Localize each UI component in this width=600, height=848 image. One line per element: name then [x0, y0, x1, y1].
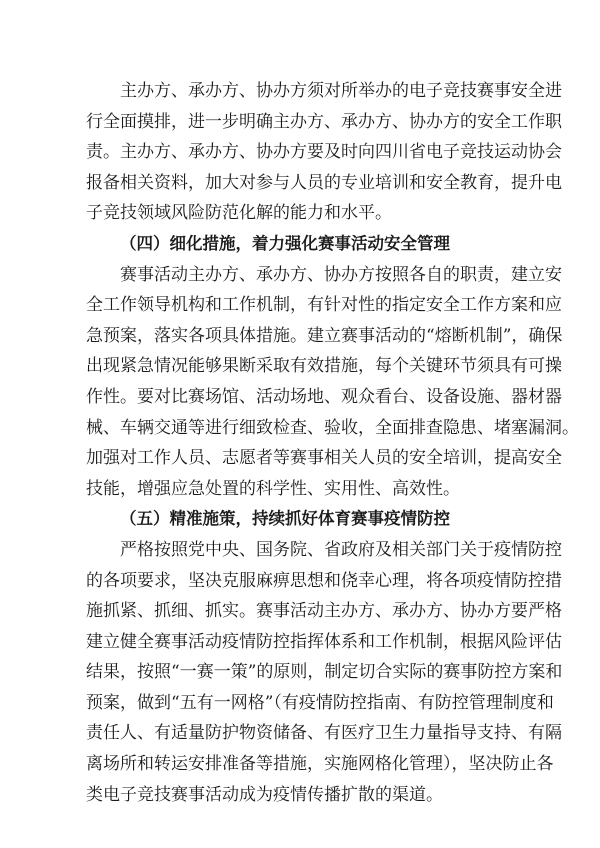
section-heading-5: （五）精准施策，持续抓好体育赛事疫情防控 — [120, 509, 450, 529]
paragraph-line: 全工作领导机构和工作机制，有针对性的指定安全工作方案和应 — [86, 295, 562, 316]
paragraph-line: 主办方、承办方、协办方须对所举办的电子竞技赛事安全进 — [120, 81, 562, 101]
paragraph-line: 离场所和转运安排准备等措施，实施网格化管理），坚决防止各 — [86, 754, 554, 775]
paragraph-line: 施抓紧、抓细、抓实。赛事活动主办方、承办方、协办方要严格 — [86, 601, 562, 622]
paragraph-line: 赛事活动主办方、承办方、协办方按照各自的职责，建立安 — [120, 264, 562, 285]
paragraph-line: 加强对工作人员、志愿者等赛事相关人员的安全培训，提高安全 — [86, 448, 562, 469]
paragraph-line: 严格按照党中央、国务院、省政府及相关部门关于疫情防控 — [120, 539, 562, 560]
paragraph-line: 建立健全赛事活动疫情防控指挥体系和工作机制，根据风险评估 — [86, 631, 562, 652]
paragraph-line: 责任人、有适量防护物资储备、有医疗卫生力量指导支持、有隔 — [86, 723, 562, 744]
paragraph-line: 作性。要对比赛场馆、活动场地、观众看台、设备设施、器材器 — [86, 386, 562, 407]
paragraph-line: 急预案，落实各项具体措施。建立赛事活动的“熔断机制”，确保 — [86, 325, 563, 346]
document-body — [86, 76, 579, 810]
paragraph-line: 的各项要求，坚决克服麻痹思想和侥幸心理，将各项疫情防控措 — [86, 570, 562, 591]
paragraph-line: 出现紧急情况能够果断采取有效措施，每个关键环节须具有可操 — [86, 356, 562, 377]
paragraph-line: 结果，按照“一赛一策”的原则，制定切合实际的赛事防控方案和 — [86, 662, 563, 683]
paragraph-line: 行全面摸排，进一步明确主办方、承办方、协办方的安全工作职 — [86, 111, 562, 132]
paragraph-line: 类电子竞技赛事活动成为疫情传播扩散的渠道。 — [86, 784, 443, 805]
paragraph-line: 技能，增强应急处置的科学性、实用性、高效性。 — [86, 478, 460, 499]
paragraph-line: 子竞技领域风险防范化解的能力和水平。 — [86, 203, 392, 224]
paragraph-line: 报备相关资料，加大对参与人员的专业培训和安全教育，提升电 — [86, 172, 562, 193]
paragraph-line: 预案，做到“五有一网格”（有疫情防控指南、有防控管理制度和 — [86, 692, 554, 713]
paragraph-line: 械、车辆交通等进行细致检查、验收，全面排查隐患、堵塞漏洞。 — [86, 417, 579, 438]
section-heading-4: （四）细化措施，着力强化赛事活动安全管理 — [120, 233, 450, 253]
paragraph-line: 责。主办方、承办方、协办方要及时向四川省电子竞技运动协会 — [86, 142, 562, 163]
